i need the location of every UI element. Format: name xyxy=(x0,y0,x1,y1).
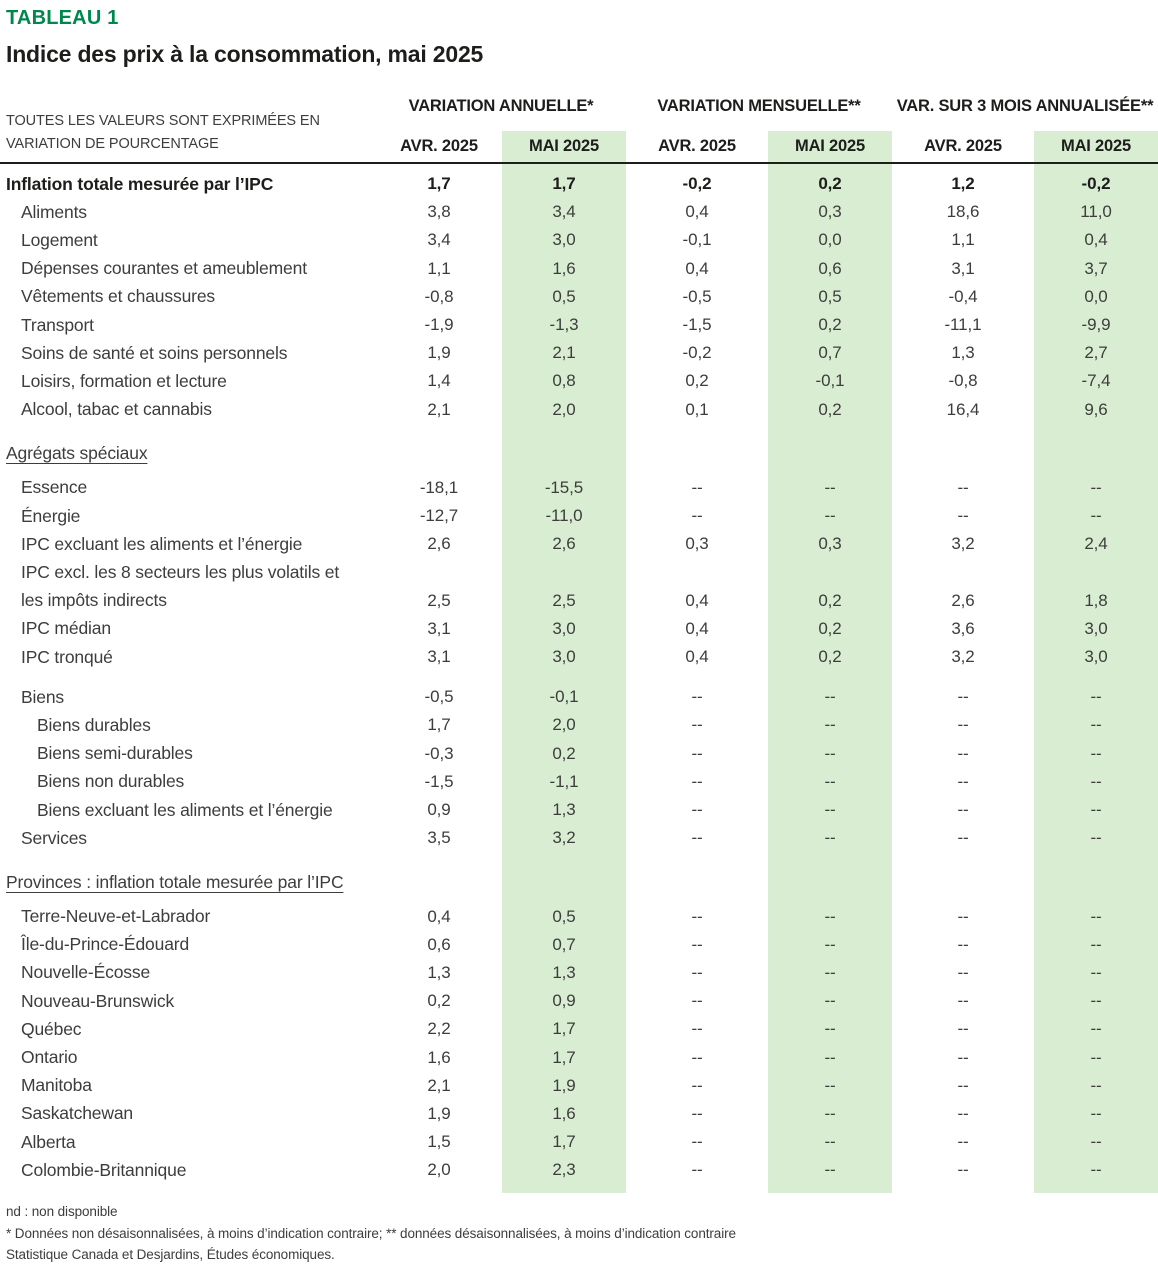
value-cell: -0,8 xyxy=(424,286,454,306)
value-cell: -0,5 xyxy=(682,286,712,306)
value-cell: 0,4 xyxy=(685,202,709,222)
value-cell: -11,1 xyxy=(944,315,982,335)
table-row xyxy=(0,311,1158,339)
value-cell: -- xyxy=(957,1075,969,1095)
value-cell: 1,6 xyxy=(552,1103,576,1123)
value-cell: 3,0 xyxy=(552,618,576,638)
value-cell: -- xyxy=(691,906,703,926)
value-cell: 1,9 xyxy=(552,1075,576,1095)
value-cell: -- xyxy=(824,991,836,1011)
value-cell: -- xyxy=(957,506,969,526)
value-cell: 0,2 xyxy=(552,743,576,763)
tableau-label: TABLEAU 1 xyxy=(6,7,119,29)
value-cell: -- xyxy=(824,687,836,707)
value-cell: 1,5 xyxy=(427,1132,451,1152)
value-cell: -- xyxy=(1090,687,1102,707)
row-label: Alcool, tabac et cannabis xyxy=(21,399,212,420)
value-cell: -- xyxy=(691,1047,703,1067)
value-cell: 0,2 xyxy=(818,647,842,667)
value-cell: 1,7 xyxy=(552,1132,576,1152)
value-cell: -- xyxy=(824,962,836,982)
row-label: Soins de santé et soins personnels xyxy=(21,342,288,363)
value-cell: -- xyxy=(824,800,836,820)
row-label: IPC médian xyxy=(21,618,111,639)
value-cell: 1,2 xyxy=(951,174,975,194)
value-cell: -- xyxy=(691,1160,703,1180)
value-cell: -- xyxy=(957,906,969,926)
table-row xyxy=(0,959,1158,987)
value-cell: -- xyxy=(957,828,969,848)
value-cell: -- xyxy=(691,800,703,820)
table-row xyxy=(0,587,1158,615)
value-cell: -- xyxy=(691,934,703,954)
value-cell: 3,2 xyxy=(951,647,975,667)
sub-header-cell-mai: MAI 2025 xyxy=(1061,137,1131,155)
value-cell: 1,1 xyxy=(427,258,451,278)
value-cell: 0,6 xyxy=(818,258,842,278)
value-cell: 1,7 xyxy=(552,174,576,194)
value-cell: -0,2 xyxy=(682,343,712,363)
value-cell: -- xyxy=(691,1075,703,1095)
value-cell: -- xyxy=(1090,962,1102,982)
value-cell: 3,1 xyxy=(427,618,451,638)
header-rule xyxy=(0,162,1158,164)
table-row xyxy=(0,683,1158,711)
footnote-seasonal: * Données non désaisonnalisées, à moins d’indication contraire; ** données désaisonnalisées, à moins d’indication contraire xyxy=(6,1225,736,1241)
row-label: Biens excluant les aliments et l’énergie xyxy=(37,799,333,820)
value-cell: 1,7 xyxy=(552,1047,576,1067)
value-cell: -- xyxy=(957,1047,969,1067)
value-cell: -- xyxy=(824,1132,836,1152)
value-cell: -- xyxy=(824,934,836,954)
value-cell: 0,5 xyxy=(552,906,576,926)
value-cell: 3,0 xyxy=(552,230,576,250)
row-label: Biens non durables xyxy=(37,771,185,792)
value-cell: 0,2 xyxy=(427,991,451,1011)
value-cell: -- xyxy=(691,991,703,1011)
value-cell: 2,0 xyxy=(552,715,576,735)
value-cell: -- xyxy=(824,906,836,926)
value-cell: -- xyxy=(1090,934,1102,954)
value-cell: -1,3 xyxy=(549,315,579,335)
value-cell: -0,1 xyxy=(549,687,579,707)
value-cell: 2,3 xyxy=(552,1160,576,1180)
value-cell: 3,8 xyxy=(427,202,451,222)
row-label: Ontario xyxy=(21,1047,78,1068)
value-cell: -- xyxy=(691,962,703,982)
value-cell: -- xyxy=(691,1019,703,1039)
table-row xyxy=(0,283,1158,311)
value-cell: -- xyxy=(691,715,703,735)
value-cell: -- xyxy=(824,771,836,791)
sub-header-cell-mai: MAI 2025 xyxy=(529,137,599,155)
value-cell: -- xyxy=(1090,828,1102,848)
table-row xyxy=(0,367,1158,395)
value-cell: -- xyxy=(957,962,969,982)
value-cell: 0,9 xyxy=(552,991,576,1011)
value-cell: -0,3 xyxy=(424,743,454,763)
value-cell: 0,7 xyxy=(552,934,576,954)
row-label: Alberta xyxy=(21,1131,76,1152)
row-label: Essence xyxy=(21,477,88,498)
value-cell: -- xyxy=(824,1047,836,1067)
table-row xyxy=(0,396,1158,424)
value-cell: -- xyxy=(957,687,969,707)
row-label: Manitoba xyxy=(21,1075,92,1096)
value-cell: -- xyxy=(691,771,703,791)
table-row xyxy=(0,474,1158,502)
value-cell: -0,8 xyxy=(948,371,978,391)
value-cell: 0,4 xyxy=(685,618,709,638)
value-cell: 3,1 xyxy=(427,647,451,667)
sub-header-cell-avr: AVR. 2025 xyxy=(924,137,1002,155)
value-cell: 11,0 xyxy=(1080,202,1112,222)
value-cell: 2,1 xyxy=(552,343,576,363)
sub-header-cell-avr: AVR. 2025 xyxy=(400,137,478,155)
value-cell: -9,9 xyxy=(1081,315,1111,335)
table-row xyxy=(0,1043,1158,1071)
value-cell: -- xyxy=(824,743,836,763)
value-cell: 0,4 xyxy=(685,590,709,610)
value-cell: -- xyxy=(957,715,969,735)
col-group-var-3-mois: VAR. SUR 3 MOIS ANNUALISÉE** xyxy=(896,96,1154,115)
value-cell: 2,0 xyxy=(427,1160,451,1180)
table-row xyxy=(0,711,1158,739)
value-cell: -- xyxy=(1090,906,1102,926)
value-cell: -12,7 xyxy=(419,506,459,526)
value-cell: 1,7 xyxy=(552,1019,576,1039)
value-cell: -- xyxy=(1090,991,1102,1011)
value-cell: -- xyxy=(824,506,836,526)
value-cell: -- xyxy=(824,828,836,848)
table-row xyxy=(0,558,1158,586)
value-cell: -- xyxy=(957,1160,969,1180)
value-cell: 3,4 xyxy=(552,202,576,222)
row-label: IPC tronqué xyxy=(21,646,113,667)
value-cell: 1,6 xyxy=(552,258,576,278)
value-cell: 0,4 xyxy=(427,906,451,926)
value-cell: -- xyxy=(957,1103,969,1123)
value-cell: 0,5 xyxy=(818,286,842,306)
table-row xyxy=(0,226,1158,254)
value-cell: 0,2 xyxy=(818,590,842,610)
value-cell: 3,5 xyxy=(427,828,451,848)
value-cell: -- xyxy=(957,477,969,497)
value-cell: -- xyxy=(1090,1160,1102,1180)
value-cell: 3,2 xyxy=(951,534,975,554)
value-cell: -- xyxy=(1090,715,1102,735)
value-cell: 2,7 xyxy=(1084,343,1108,363)
value-cell: 0,0 xyxy=(818,230,842,250)
value-cell: -- xyxy=(1090,1132,1102,1152)
value-cell: 0,0 xyxy=(1084,286,1108,306)
row-label: Nouveau-Brunswick xyxy=(21,990,175,1011)
value-cell: -- xyxy=(824,1075,836,1095)
row-label: Transport xyxy=(21,314,94,335)
value-cell: 2,1 xyxy=(427,1075,451,1095)
footnotes xyxy=(6,1201,736,1265)
value-cell: -0,4 xyxy=(948,286,978,306)
value-cell: 3,7 xyxy=(1084,258,1108,278)
table-row xyxy=(0,339,1158,367)
value-cell: 3,1 xyxy=(951,258,975,278)
value-cell: -0,5 xyxy=(424,687,454,707)
value-cell: 2,5 xyxy=(427,590,451,610)
value-cell: -0,2 xyxy=(1081,174,1111,194)
section-header-row xyxy=(0,440,1158,468)
value-cell: 9,6 xyxy=(1084,399,1108,419)
row-label: IPC excl. les 8 secteurs les plus volatils et xyxy=(21,562,340,583)
value-cell: -- xyxy=(1090,506,1102,526)
value-cell: 3,4 xyxy=(427,230,451,250)
value-cell: 0,4 xyxy=(1084,230,1108,250)
units-note-line2: VARIATION DE POURCENTAGE xyxy=(6,136,219,152)
value-cell: -- xyxy=(824,477,836,497)
footnote-nd: nd : non disponible xyxy=(6,1204,118,1219)
value-cell: 3,6 xyxy=(951,618,975,638)
value-cell: 0,3 xyxy=(818,534,842,554)
value-cell: 1,6 xyxy=(427,1047,451,1067)
value-cell: 3,2 xyxy=(552,828,576,848)
value-cell: -0,1 xyxy=(682,230,712,250)
table-row xyxy=(0,903,1158,931)
value-cell: 0,4 xyxy=(685,258,709,278)
value-cell: -- xyxy=(957,934,969,954)
value-cell: -- xyxy=(1090,1019,1102,1039)
sub-header-cell-mai: MAI 2025 xyxy=(795,137,865,155)
row-label: Terre-Neuve-et-Labrador xyxy=(21,906,211,927)
value-cell: -- xyxy=(691,1103,703,1123)
row-label: Saskatchewan xyxy=(21,1103,134,1124)
units-note-line1: TOUTES LES VALEURS SONT EXPRIMÉES EN xyxy=(6,113,320,129)
table-row xyxy=(0,824,1158,852)
value-cell: -1,5 xyxy=(682,315,712,335)
table-row xyxy=(0,643,1158,671)
row-label: Colombie-Britannique xyxy=(21,1159,187,1180)
value-cell: -- xyxy=(957,1019,969,1039)
value-cell: 0,6 xyxy=(427,934,451,954)
value-cell: 0,2 xyxy=(818,399,842,419)
value-cell: -- xyxy=(1090,1103,1102,1123)
value-cell: 0,7 xyxy=(818,343,842,363)
row-label: Biens xyxy=(21,686,65,707)
row-label: Vêtements et chaussures xyxy=(21,286,216,307)
table-row xyxy=(0,1015,1158,1043)
value-cell: -7,4 xyxy=(1081,371,1111,391)
value-cell: -- xyxy=(691,477,703,497)
value-cell: 2,0 xyxy=(552,399,576,419)
value-cell: 16,4 xyxy=(946,399,980,419)
value-cell: -- xyxy=(824,715,836,735)
row-label: Dépenses courantes et ameublement xyxy=(21,258,307,279)
row-label: Inflation totale mesurée par l’IPC xyxy=(6,173,274,194)
row-label: Île-du-Prince-Édouard xyxy=(21,934,190,955)
value-cell: -- xyxy=(957,1132,969,1152)
value-cell: 1,3 xyxy=(552,962,576,982)
value-cell: 0,4 xyxy=(685,647,709,667)
value-cell: -- xyxy=(957,743,969,763)
value-cell: -1,9 xyxy=(424,315,454,335)
table-row xyxy=(0,530,1158,558)
row-label: IPC excluant les aliments et l’énergie xyxy=(21,533,303,554)
row-label: Loisirs, formation et lecture xyxy=(21,370,227,391)
value-cell: -- xyxy=(957,991,969,1011)
row-label: les impôts indirects xyxy=(21,590,167,611)
value-cell: -- xyxy=(1090,1075,1102,1095)
table-row xyxy=(0,255,1158,283)
table-row xyxy=(0,1156,1158,1184)
value-cell: -- xyxy=(691,506,703,526)
value-cell: 0,9 xyxy=(427,800,451,820)
value-cell: 0,3 xyxy=(818,202,842,222)
value-cell: -18,1 xyxy=(419,477,459,497)
value-cell: -- xyxy=(957,800,969,820)
value-cell: -1,5 xyxy=(424,771,454,791)
value-cell: 1,1 xyxy=(951,230,975,250)
value-cell: 1,7 xyxy=(427,715,451,735)
table-row xyxy=(0,1128,1158,1156)
value-cell: -- xyxy=(824,1019,836,1039)
value-cell: -11,0 xyxy=(545,506,583,526)
table-row xyxy=(0,796,1158,824)
value-cell: 1,3 xyxy=(427,962,451,982)
table-row xyxy=(0,931,1158,959)
value-cell: -- xyxy=(691,743,703,763)
value-cell: -- xyxy=(691,687,703,707)
page-title: Indice des prix à la consommation, mai 2025 xyxy=(6,41,484,67)
value-cell: -- xyxy=(1090,477,1102,497)
table-row xyxy=(0,198,1158,226)
value-cell: -15,5 xyxy=(544,477,584,497)
col-group-variation-annuelle: VARIATION ANNUELLE* xyxy=(408,96,594,115)
value-cell: 0,2 xyxy=(818,174,842,194)
value-cell: 1,8 xyxy=(1084,590,1108,610)
value-cell: -- xyxy=(824,1160,836,1180)
value-cell: 1,4 xyxy=(427,371,451,391)
value-cell: -- xyxy=(824,1103,836,1123)
row-label: Énergie xyxy=(21,505,81,526)
value-cell: -- xyxy=(1090,1047,1102,1067)
value-cell: 2,6 xyxy=(951,590,975,610)
row-label: Biens semi-durables xyxy=(37,743,193,764)
value-cell: 2,6 xyxy=(427,534,451,554)
table-row xyxy=(0,1072,1158,1100)
value-cell: 1,9 xyxy=(427,343,451,363)
table-row xyxy=(0,987,1158,1015)
value-cell: 2,6 xyxy=(552,534,576,554)
section-header-row xyxy=(0,868,1158,896)
value-cell: 18,6 xyxy=(946,202,980,222)
value-cell: 1,3 xyxy=(552,800,576,820)
value-cell: -1,1 xyxy=(549,771,579,791)
value-cell: 0,2 xyxy=(818,618,842,638)
value-cell: -0,1 xyxy=(815,371,845,391)
table-row xyxy=(0,768,1158,796)
value-cell: -- xyxy=(691,828,703,848)
sub-header-cell-avr: AVR. 2025 xyxy=(658,137,736,155)
table-row xyxy=(0,1100,1158,1128)
table-row xyxy=(0,170,1158,198)
value-cell: -- xyxy=(691,1132,703,1152)
value-cell: 3,0 xyxy=(552,647,576,667)
value-cell: -- xyxy=(1090,800,1102,820)
value-cell: 2,1 xyxy=(427,399,451,419)
row-label: Logement xyxy=(21,229,98,250)
row-label: Nouvelle-Écosse xyxy=(21,962,151,983)
value-cell: -- xyxy=(1090,771,1102,791)
value-cell: 0,1 xyxy=(685,399,709,419)
value-cell: -0,2 xyxy=(682,174,712,194)
value-cell: 0,2 xyxy=(685,371,709,391)
value-cell: 0,8 xyxy=(552,371,576,391)
value-cell: 2,5 xyxy=(552,590,576,610)
source-note: Statistique Canada et Desjardins, Études économiques. xyxy=(6,1247,335,1262)
value-cell: 3,0 xyxy=(1084,618,1108,638)
table-body xyxy=(0,170,1158,1184)
value-cell: 2,2 xyxy=(427,1019,451,1039)
table-row xyxy=(0,502,1158,530)
value-cell: -- xyxy=(1090,743,1102,763)
value-cell: 1,7 xyxy=(427,174,451,194)
row-label: Services xyxy=(21,827,87,848)
value-cell: 1,3 xyxy=(951,343,975,363)
row-label: Québec xyxy=(21,1018,82,1039)
sub-header-row xyxy=(0,131,1158,162)
value-cell: -- xyxy=(957,771,969,791)
value-cell: 0,2 xyxy=(818,315,842,335)
value-cell: 0,3 xyxy=(685,534,709,554)
value-cell: 2,4 xyxy=(1084,534,1108,554)
table-row xyxy=(0,740,1158,768)
value-cell: 1,9 xyxy=(427,1103,451,1123)
section-header: Agrégats spéciaux xyxy=(6,443,148,464)
row-label: Biens durables xyxy=(37,714,151,735)
table-row xyxy=(0,615,1158,643)
section-header: Provinces : inflation totale mesurée par l’IPC xyxy=(6,871,344,892)
row-label: Aliments xyxy=(21,201,87,222)
col-group-variation-mensuelle: VARIATION MENSUELLE** xyxy=(657,96,861,115)
value-cell: 0,5 xyxy=(552,286,576,306)
value-cell: 3,0 xyxy=(1084,647,1108,667)
